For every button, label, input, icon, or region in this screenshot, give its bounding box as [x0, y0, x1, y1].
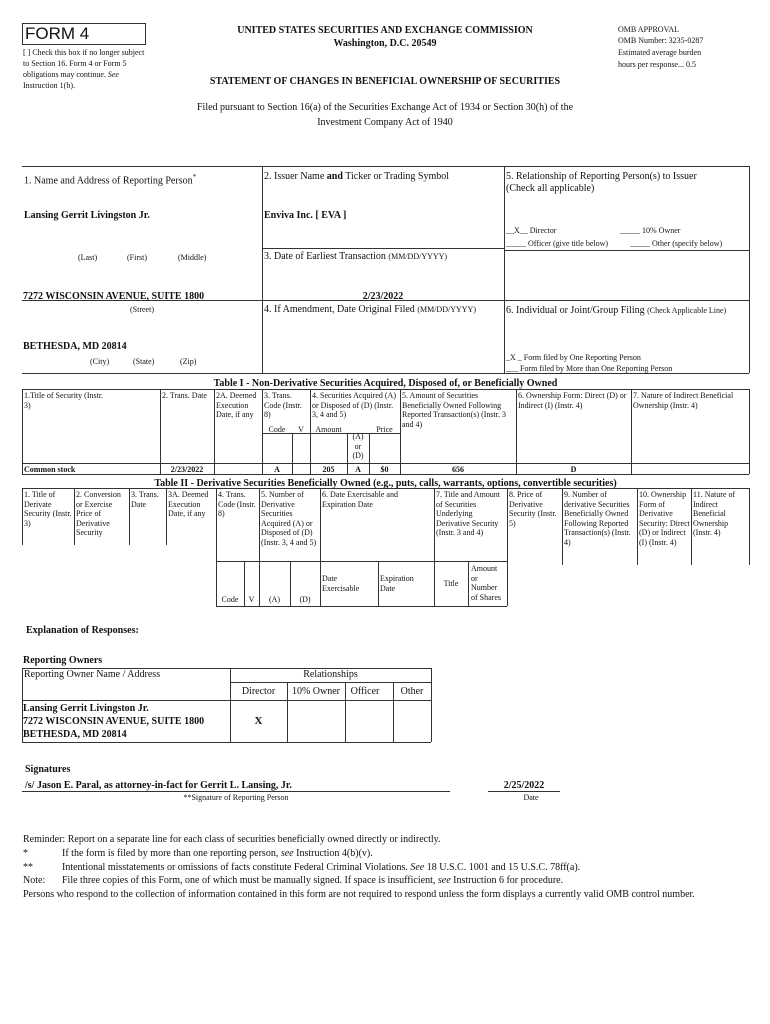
- name-address-label: 1. Name and Address of Reporting Person*: [24, 173, 197, 187]
- table1-header-title: 1.Title of Security (Instr. 3): [24, 391, 104, 410]
- part1-rule-issuer: [262, 248, 504, 249]
- table2-sub-amount: Amount or Number of Shares: [471, 564, 501, 602]
- table2-sub-code: Code: [221, 595, 239, 604]
- table1-col-divider: [292, 433, 293, 474]
- signatures-heading: Signatures: [25, 764, 71, 775]
- table2-header-conversion: 2. Conversion or Exercise Price of Derivative Security: [76, 490, 121, 537]
- owners-right-border: [431, 668, 432, 742]
- table1-sub-v: V: [298, 425, 304, 434]
- filing-type-label: 6. Individual or Joint/Group Filing (Check Applicable Line): [506, 305, 727, 316]
- part1-top-border: [22, 166, 749, 167]
- issuer-name-label: 2. Issuer Name and Ticker or Trading Symbol: [264, 171, 450, 182]
- owners-header-rule-a: [230, 682, 431, 683]
- signature-line: [22, 791, 450, 792]
- signature-date: 2/25/2022: [503, 780, 545, 791]
- omb-burden-line2: hours per response... 0.5: [618, 60, 696, 69]
- part1-rule-relationship: [504, 250, 749, 251]
- table1-row-a-or-d: A: [355, 465, 361, 474]
- table1-sub-a-or-d: (A) or (D): [352, 432, 364, 460]
- date-label: Date: [523, 793, 539, 802]
- part1-col-divider-a: [262, 166, 263, 373]
- filed-pursuant-line1: Filed pursuant to Section 16(a) of the Securities Exchange Act of 1934 or Section 30(h) of the: [196, 102, 574, 113]
- table2-sub-a: (A): [268, 595, 281, 604]
- table2-header-owned: 9. Number of derivative Securities Beneficially Owned Following Reported Transaction(s) (Instr. 4): [564, 490, 631, 547]
- table2-header-exercisable: 6. Date Exercisable and Expiration Date: [322, 490, 398, 509]
- owners-col-ten-percent: 10% Owner: [291, 686, 341, 697]
- owners-col-director: Director: [241, 686, 276, 697]
- table1-row-date: 2/23/2022: [170, 465, 204, 474]
- table1-sub-price: Price: [376, 425, 393, 434]
- other-checkbox[interactable]: _____ Other (specify below): [630, 239, 723, 248]
- table1-header-deemed-date: 2A. Deemed Execution Date, if any: [216, 391, 257, 419]
- table2-sub-expiration: Expiration Date: [380, 574, 414, 593]
- table2-right-border: [749, 488, 750, 565]
- signer-name: /s/ Jason E. Paral, as attorney-in-fact for Gerrit L. Lansing, Jr.: [25, 780, 292, 791]
- issuer-name-value: Enviva Inc. [ EVA ]: [264, 210, 347, 221]
- owners-col-name: Reporting Owner Name / Address: [24, 669, 161, 680]
- agency-location: Washington, D.C. 20549: [333, 38, 437, 49]
- table1-sub-amount: Amount: [315, 425, 342, 434]
- table1-row-rule: [22, 463, 749, 464]
- table1-col-divider: [160, 389, 161, 474]
- table2-bottom-border: [216, 606, 507, 607]
- table2-title: Table II - Derivative Securities Beneficially Owned (e.g., puts, calls, warrants, options, convertible securities): [154, 478, 617, 489]
- ten-percent-owner-checkbox[interactable]: _____ 10% Owner: [620, 226, 681, 235]
- table1-sub-code: Code: [268, 425, 286, 434]
- table1-title: Table I - Non-Derivative Securities Acquired, Disposed of, or Beneficially Owned: [213, 378, 558, 389]
- city-state-zip: BETHESDA, MD 20814: [23, 341, 127, 352]
- explanation-label: Explanation of Responses:: [26, 625, 139, 636]
- footnote-double-star: Intentional misstatements or omissions of facts constitute Federal Criminal Violations. See 18 U.S.C. 1001 and 15 U.S.C. 78ff(a).: [62, 862, 581, 873]
- table2-header-trans-date: 3. Trans. Date: [131, 490, 159, 509]
- owners-header-rule-b: [22, 700, 431, 701]
- agency-name: UNITED STATES SECURITIES AND EXCHANGE COMMISSION: [237, 25, 533, 36]
- table2-header-underlying: 7. Title and Amount of Securities Underlying Derivative Security (Instr. 3 and 4): [436, 490, 501, 537]
- city-label: (City): [90, 357, 110, 366]
- last-name-label: (Last): [78, 253, 98, 262]
- earliest-transaction-label: 3. Date of Earliest Transaction (MM/DD/YYYY): [264, 251, 448, 262]
- part1-right-border: [749, 166, 750, 373]
- owner-city: BETHESDA, MD 20814: [23, 729, 127, 740]
- table2-header-number: 5. Number of Derivative Securities Acquired (A) or Disposed of (D) (Instr. 3, 4 and 5): [261, 490, 317, 547]
- table2-sub-title: Title: [443, 579, 459, 588]
- street-address: 7272 WISCONSIN AVENUE, SUITE 1800: [23, 291, 205, 302]
- table1-row-ownership-form: D: [570, 465, 577, 474]
- middle-name-label: (Middle): [178, 253, 207, 262]
- table1-row-title: Common stock: [24, 465, 76, 474]
- table1-row-amount: 205: [322, 465, 335, 474]
- table2-sub-d: (D): [299, 595, 311, 604]
- form-title: FORM 4: [25, 24, 90, 43]
- relationship-label: 5. Relationship of Reporting Person(s) to Issuer (Check all applicable): [506, 171, 697, 194]
- filed-pursuant-line2: Investment Company Act of 1940: [317, 117, 453, 128]
- table2-header-title: 1. Title of Derivate Security (Instr. 3): [24, 490, 72, 528]
- reminder-text: Reminder: Report on a separate line for each class of securities beneficially owned directly or indirectly.: [23, 834, 441, 845]
- table1-header-trans-date: 2. Trans. Date: [162, 391, 207, 400]
- table1-row-price: $0: [380, 465, 389, 474]
- table2-header-ownership-form: 10. Ownership Form of Derivative Security: Direct (D) or Indirect (I) (Instr. 4): [639, 490, 690, 547]
- first-name-label: (First): [127, 253, 147, 262]
- table1-header-securities: 4. Securities Acquired (A) or Disposed of (D) (Instr. 3, 4 and 5): [312, 391, 396, 419]
- table1-header-trans-code: 3. Trans. Code (Instr. 8): [264, 391, 302, 419]
- owner-name: Lansing Gerrit Livingston Jr.: [23, 703, 149, 714]
- table2-header-trans-code: 4. Trans. Code (Instr. 8): [218, 490, 256, 518]
- no-longer-subject-checkbox[interactable]: [ ] Check this box if no longer subject to Section 16. Form 4 or Form 5 obligations may continue. See Instruction 1(b).: [23, 48, 145, 90]
- table1-header-amount-owned: 5. Amount of Securities Beneficially Owned Following Reported Transaction(s) (Instr. 3 and 4): [402, 391, 506, 429]
- table1-header-nature: 7. Nature of Indirect Beneficial Ownership (Instr. 4): [633, 391, 734, 410]
- omb-burden-line1: Estimated average burden: [618, 48, 702, 57]
- director-checkbox[interactable]: __X__ Director: [506, 226, 557, 235]
- zip-label: (Zip): [180, 357, 197, 366]
- table2-header-deemed-date: 3A. Deemed Execution Date, if any: [168, 490, 209, 518]
- footnote-note: File three copies of this Form, one of which must be manually signed. If space is insufficient, see Instruction 6 for procedure.: [62, 875, 564, 886]
- table1-row-code: A: [274, 465, 280, 474]
- owner-street: 7272 WISCONSIN AVENUE, SUITE 1800: [23, 716, 205, 727]
- signature-label: **Signature of Reporting Person: [183, 793, 289, 802]
- table2-header-price: 8. Price of Derivative Security (Instr. 5): [509, 490, 557, 528]
- amendment-label: 4. If Amendment, Date Original Filed (MM/DD/YYYY): [264, 304, 476, 315]
- footnote-single-star-mark: *: [23, 848, 28, 859]
- footnote-single-star: If the form is filed by more than one reporting person, see Instruction 4(b)(v).: [62, 848, 373, 859]
- filed-by-more-option[interactable]: ___ Form filed by More than One Reporting Person: [506, 364, 673, 373]
- reporter-name: Lansing Gerrit Livingston Jr.: [24, 210, 150, 221]
- owners-col-relationships: Relationships: [303, 669, 358, 680]
- part1-col-divider-b: [504, 166, 505, 373]
- table2-sub-v: V: [248, 595, 255, 604]
- filed-by-one-option[interactable]: _X _ Form filed by One Reporting Person: [506, 353, 641, 362]
- reporting-owners-heading: Reporting Owners: [23, 655, 103, 666]
- footnote-note-mark: Note:: [23, 875, 46, 886]
- table1-header-ownership-form: 6. Ownership Form: Direct (D) or Indirect (I) (Instr. 4): [518, 391, 627, 410]
- part1-rule-filing: [504, 300, 749, 301]
- table1-row-amount-owned: 656: [452, 465, 464, 474]
- table1-right-border: [749, 389, 750, 474]
- table2-header-nature: 11. Nature of Indirect Beneficial Ownership (Instr. 4): [693, 490, 736, 537]
- owners-col-officer: Officer: [350, 686, 380, 697]
- owners-col-other: Other: [400, 686, 424, 697]
- officer-checkbox[interactable]: _____ Officer (give title below): [506, 239, 609, 248]
- omb-control-notice: Persons who respond to the collection of information contained in this form are not required to respond unless the form displays a currently valid OMB control number.: [23, 889, 695, 900]
- table2-sub-date-exercisable: Date Exercisable: [322, 574, 360, 593]
- owners-bottom-border: [22, 742, 431, 743]
- earliest-transaction-date: 2/23/2022: [362, 291, 404, 302]
- date-line: [488, 791, 560, 792]
- omb-approval-title: OMB APPROVAL: [618, 25, 679, 34]
- owner-director-mark: X: [254, 715, 263, 727]
- statement-title: STATEMENT OF CHANGES IN BENEFICIAL OWNERSHIP OF SECURITIES: [209, 76, 561, 87]
- street-label: (Street): [130, 305, 154, 314]
- state-label: (State): [133, 357, 155, 366]
- footnote-double-star-mark: **: [23, 862, 33, 873]
- omb-number: OMB Number: 3235-0287: [618, 36, 704, 45]
